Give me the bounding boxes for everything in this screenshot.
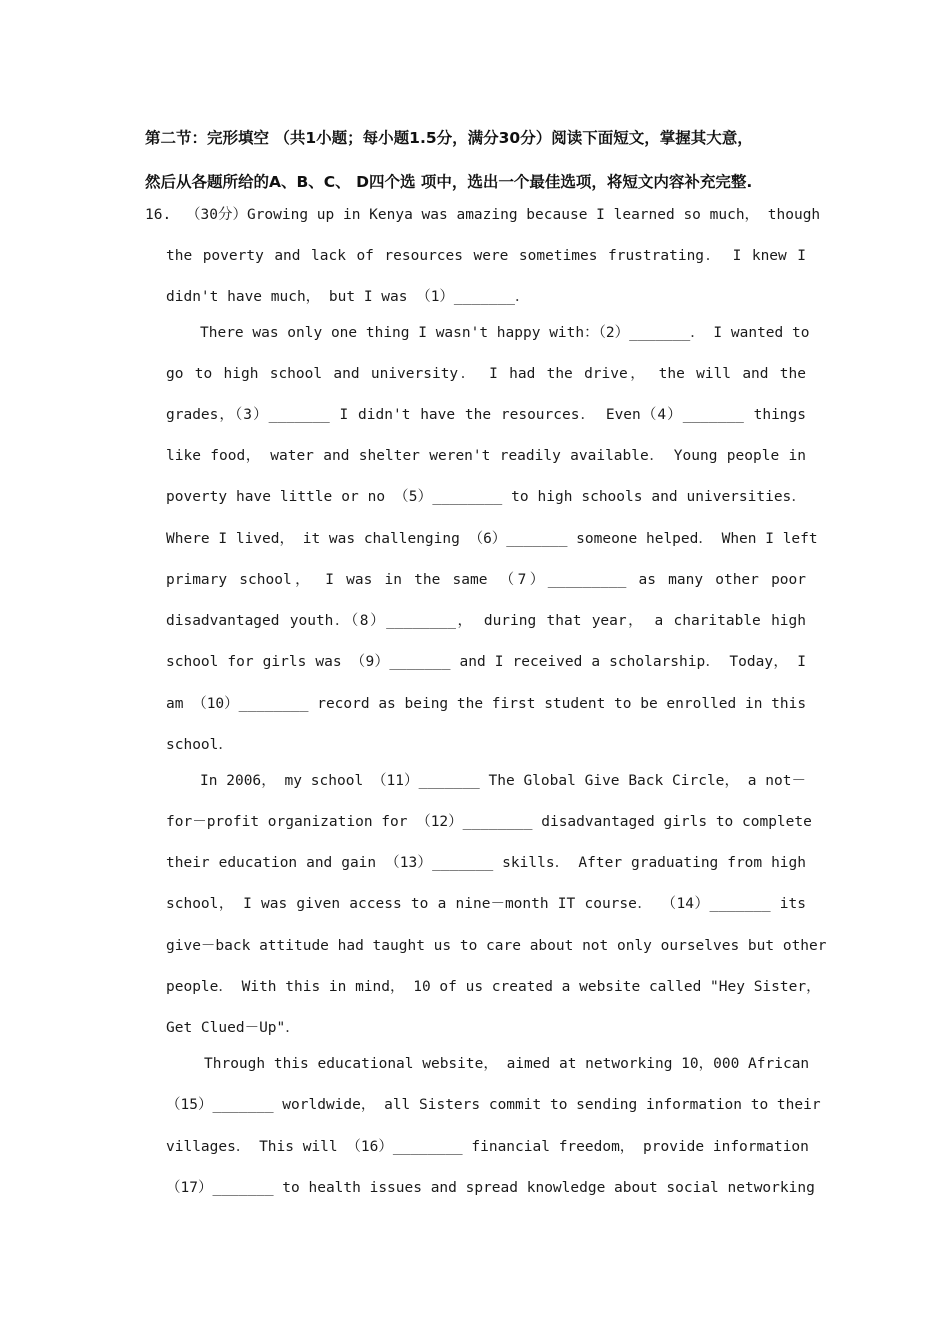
section-title-line-1: 第二节：完形填空 （共1小题；每小题1.5分，满分30分）阅读下面短文，掌握其大意，: [145, 129, 753, 147]
question-number: 16.: [145, 207, 172, 223]
section-title-line-2: 然后从各题所给的A、B、C、 D四个选 项中，选出一个最佳选项，将短文内容补充完整.: [145, 173, 753, 191]
passage-line: the poverty and lack of resources were sometimes frustrating． I knew I: [166, 248, 806, 264]
passage-line: primary school， I was in the same （7）_________ as many other poor: [166, 572, 806, 588]
passage-line: （17）_______ to health issues and spread knowledge about social networking: [166, 1180, 815, 1196]
passage-line: Through this educational website， aimed at networking 10，000 African: [204, 1056, 810, 1072]
passage-line: didn't have much， but I was （1）_______．: [166, 289, 530, 305]
passage-line: school for girls was （9）_______ and I received a scholarship． Today， I: [166, 654, 806, 670]
passage-line: am （10）________ record as being the first student to be enrolled in this: [166, 696, 807, 712]
passage-line: There was only one thing I wasn't happy with：（2）_______． I wanted to: [200, 325, 810, 341]
passage-line: grades，（3）_______ I didn't have the resources． Even（4）_______ things: [166, 407, 806, 423]
passage-line: Where I lived， it was challenging （6）_______ someone helped． When I left: [166, 531, 818, 547]
passage-line: （30分）Growing up in Kenya was amazing because I learned so much， though: [186, 207, 821, 223]
passage-line: school， I was given access to a nine－month IT course． （14）_______ its: [166, 896, 806, 912]
passage-line: people． With this in mind， 10 of us created a website called "Hey Sister，: [166, 979, 821, 995]
passage-line: their education and gain （13）_______ skills． After graduating from high: [166, 855, 806, 871]
passage-line: like food， water and shelter weren't readily available． Young people in: [166, 448, 806, 464]
passage-line: disadvantaged youth．（8）________， during that year， a charitable high: [166, 613, 806, 629]
passage-line: give－back attitude had taught us to care about not only ourselves but other: [166, 938, 827, 954]
passage-line: school．: [166, 737, 233, 753]
passage-line: （15）_______ worldwide， all Sisters commit to sending information to their: [166, 1097, 821, 1113]
passage-line: In 2006， my school （11）_______ The Global Give Back Circle， a not－: [200, 773, 806, 789]
passage-line: for－profit organization for （12）________ disadvantaged girls to complete: [166, 814, 812, 830]
passage-line: go to high school and university． I had the drive， the will and the: [166, 366, 806, 382]
passage-line: Get Clued－Up"．: [166, 1020, 300, 1036]
passage-line: poverty have little or no （5）________ to high schools and universities．: [166, 489, 806, 505]
passage-line: villages． This will （16）________ financial freedom， provide information: [166, 1139, 809, 1155]
